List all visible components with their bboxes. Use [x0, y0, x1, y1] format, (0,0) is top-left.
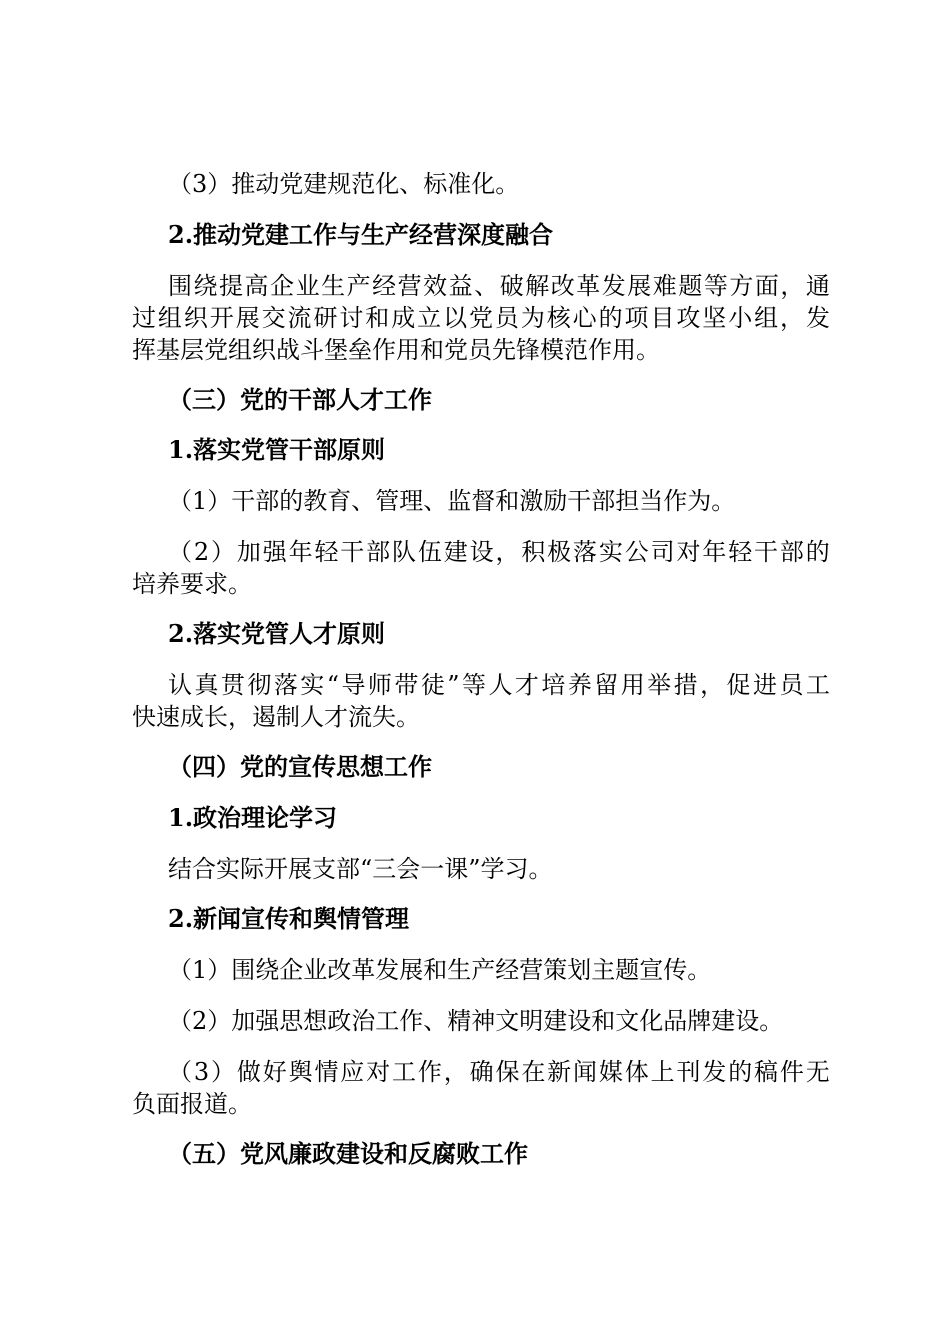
paragraph-line: 过 组 织 开 展 交 流 研 讨 和 成 立 以 党 员 为 核 心 的 项 目 攻 坚 小 组 ， 发 — [132, 304, 830, 332]
paragraph-line: 结合实际开展支部“三会一课”学习。 — [168, 855, 553, 883]
paragraph-line: 认 真 贯 彻 落 实 “ 导 师 带 徒 ” 等 人 才 培 养 留 用 举 措 ， 促 进 员 工 — [168, 671, 830, 699]
list-item: （1）干部的教育、管理、监督和激励干部担当作为。 — [168, 487, 736, 515]
section-heading: 2.新闻宣传和舆情管理 — [168, 904, 410, 933]
section-heading: 2.落实党管人才原则 — [168, 619, 386, 648]
list-item: （3）推动党建规范化、标准化。 — [168, 170, 520, 198]
section-heading: 1.落实党管干部原则 — [168, 435, 386, 464]
section-heading: （五）党风廉政建设和反腐败工作 — [168, 1139, 528, 1168]
section-heading: 1.政治理论学习 — [168, 803, 338, 832]
paragraph-line: 挥基层党组织战斗堡垒作用和党员先锋模范作用。 — [132, 336, 660, 364]
section-heading: （四）党的宣传思想工作 — [168, 752, 432, 781]
paragraph-line: 快速成长，遏制人才流失。 — [132, 703, 420, 731]
list-item: （ 3 ） 做 好 舆 情 应 对 工 作 ， 确 保 在 新 闻 媒 体 上 刊 发 的 稿 件 无 — [168, 1058, 830, 1086]
list-item: （1）围绕企业改革发展和生产经营策划主题宣传。 — [168, 956, 712, 984]
list-item: （2）加强思想政治工作、精神文明建设和文化品牌建设。 — [168, 1007, 784, 1035]
paragraph-line: 培养要求。 — [132, 570, 252, 598]
paragraph-line: 围 绕 提 高 企 业 生 产 经 营 效 益 、 破 解 改 革 发 展 难 题 等 方 面 ， 通 — [168, 272, 830, 300]
paragraph-line: 负面报道。 — [132, 1090, 252, 1118]
section-heading: （三）党的干部人才工作 — [168, 385, 432, 414]
list-item: （ 2 ） 加 强 年 轻 干 部 队 伍 建 设 ， 积 极 落 实 公 司 对 年 轻 干 部 的 — [168, 538, 830, 566]
section-heading: 2.推动党建工作与生产经营深度融合 — [168, 220, 554, 249]
